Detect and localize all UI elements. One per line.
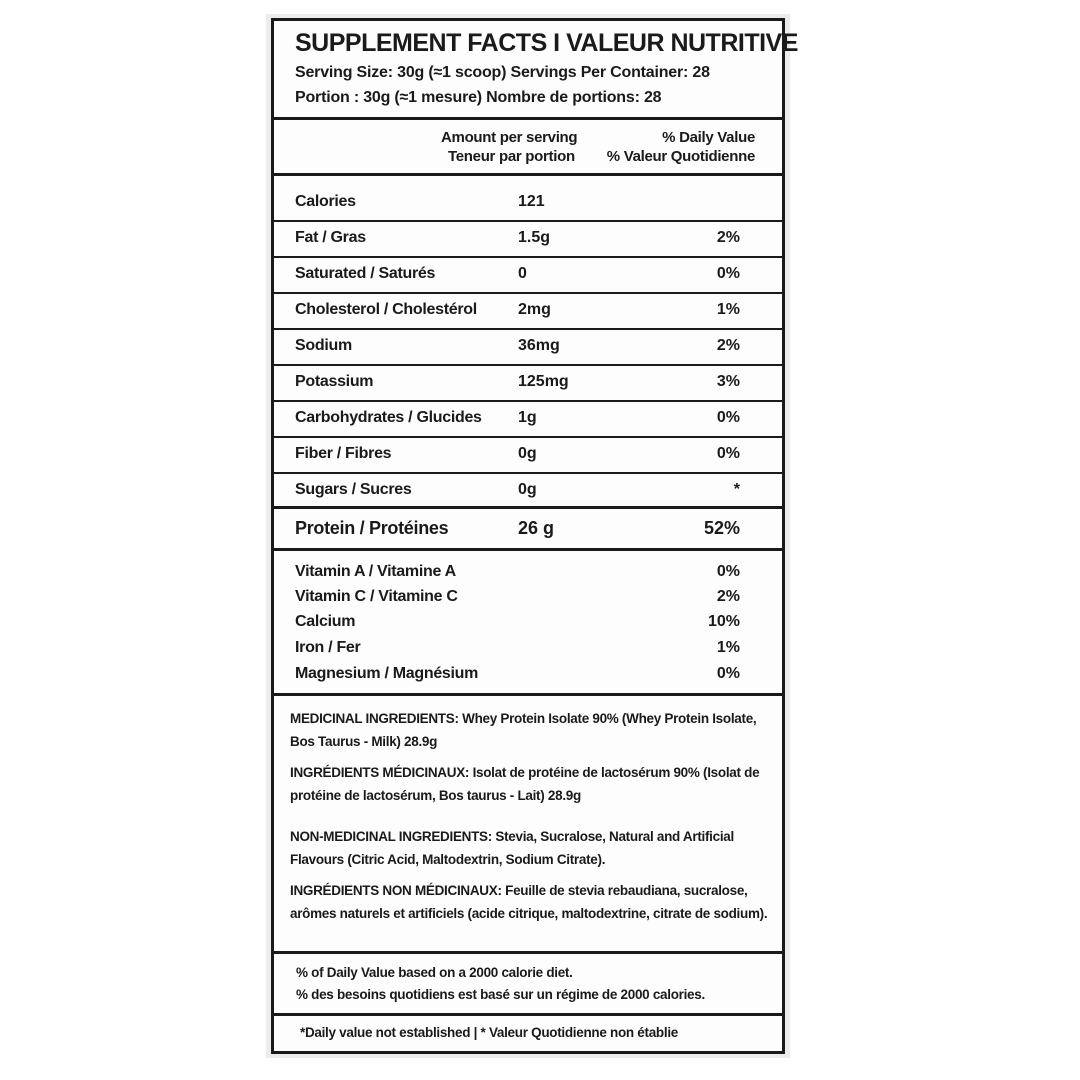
ingredients-label: MEDICINAL INGREDIENTS: [290, 711, 459, 726]
nutrient-name: Cholesterol / Cholestérol [295, 301, 477, 318]
table-row [274, 292, 782, 328]
nutrient-amount: 1.5g [518, 229, 551, 246]
table-row [274, 436, 782, 472]
table-row [274, 472, 782, 508]
nutrient-amount: 0 [518, 265, 527, 282]
nutrient-table [274, 184, 782, 508]
divider [274, 173, 782, 176]
table-row [274, 220, 782, 256]
ingredients-text: Isolat de protéine de lactosérum 90% (Isolat de protéine de lactosérum, Bos taurus - Lait) 28.9g [290, 765, 760, 803]
vitamin-name: Vitamin A / Vitamine A [295, 563, 456, 580]
list-item [274, 613, 782, 638]
medicinal-ingredients-en [290, 707, 770, 753]
non-medicinal-ingredients-fr [290, 879, 770, 925]
vitamin-dv: 10% [707, 613, 740, 630]
vitamin-dv: 2% [716, 588, 740, 605]
divider [274, 693, 782, 696]
serving-size-fr: Portion : 30g (≈1 mesure) Nombre de portions: 28 [295, 89, 662, 106]
nutrient-amount: 1g [518, 409, 537, 426]
list-item [274, 665, 782, 690]
divider [274, 951, 782, 954]
ingredients-text: Whey Protein Isolate 90% (Whey Protein Isolate, Bos Taurus - Milk) 28.9g [290, 711, 757, 749]
nutrient-name: Sugars / Sucres [295, 481, 412, 498]
table-row [274, 328, 782, 364]
nutrient-dv: 2% [716, 337, 740, 354]
nutrient-name: Potassium [295, 373, 374, 390]
divider [274, 117, 782, 120]
protein-amount: 26 g [518, 518, 555, 538]
table-row [274, 184, 782, 220]
nutrient-dv: 3% [716, 373, 740, 390]
non-medicinal-ingredients-en [290, 825, 770, 871]
nutrient-dv: * [733, 481, 740, 498]
nutrient-name: Fiber / Fibres [295, 445, 392, 462]
nutrient-amount: 0g [518, 445, 537, 462]
nutrient-amount: 125mg [518, 373, 569, 390]
vitamin-dv: 1% [716, 639, 740, 656]
nutrient-dv: 0% [716, 265, 740, 282]
nutrient-name: Calories [295, 193, 356, 210]
nutrient-name: Carbohydrates / Glucides [295, 409, 482, 426]
nutrient-name: Saturated / Saturés [295, 265, 436, 282]
protein-dv: 52% [703, 518, 740, 538]
footnote-en: % of Daily Value based on a 2000 calorie diet. [296, 965, 573, 980]
nutrient-dv: 1% [716, 301, 740, 318]
vitamin-dv: 0% [716, 665, 740, 682]
list-item [274, 563, 782, 588]
amount-header-fr: Teneur par portion [448, 148, 575, 165]
amount-header-en: Amount per serving [441, 129, 578, 146]
nutrient-name: Fat / Gras [295, 229, 366, 246]
nutrient-dv: 0% [716, 409, 740, 426]
ingredients-label: INGRÉDIENTS NON MÉDICINAUX: [290, 883, 502, 898]
divider [274, 506, 782, 509]
nutrient-dv: 0% [716, 445, 740, 462]
protein-name: Protein / Protéines [295, 518, 449, 538]
nutrient-amount: 0g [518, 481, 537, 498]
divider [274, 1013, 782, 1016]
footnote-fr: % des besoins quotidiens est basé sur un régime de 2000 calories. [296, 987, 705, 1002]
vitamin-name: Calcium [295, 613, 356, 630]
medicinal-ingredients-fr [290, 761, 770, 807]
vitamin-name: Iron / Fer [295, 639, 361, 656]
ingredients-label: INGRÉDIENTS MÉDICINAUX: [290, 765, 470, 780]
table-row [274, 400, 782, 436]
vitamin-name: Magnesium / Magnésium [295, 665, 479, 682]
vitamin-dv: 0% [716, 563, 740, 580]
supplement-facts-label [271, 18, 798, 1054]
nutrient-amount: 36mg [518, 337, 560, 354]
nutrient-dv: 2% [716, 229, 740, 246]
serving-size-en: Serving Size: 30g (≈1 scoop) Servings Per Container: 28 [295, 64, 710, 81]
daily-value-note: *Daily value not established | * Valeur Quotidienne non établie [300, 1025, 678, 1040]
divider [274, 548, 782, 551]
nutrient-amount: 121 [518, 193, 545, 210]
protein-row [274, 511, 782, 547]
page-title: SUPPLEMENT FACTS I VALEUR NUTRITIVE [295, 29, 798, 57]
vitamin-name: Vitamin C / Vitamine C [295, 588, 458, 605]
ingredients-text: Feuille de stevia rebaudiana, sucralose, arômes naturels et artificiels (acide citrique, maltodextrine, citrate de sodium). [290, 883, 768, 921]
dv-header-en: % Daily Value [662, 129, 755, 146]
table-row [274, 364, 782, 400]
nutrient-name: Sodium [295, 337, 352, 354]
ingredients-label: NON-MEDICINAL INGREDIENTS: [290, 829, 492, 844]
list-item [274, 588, 782, 613]
list-item [274, 639, 782, 664]
nutrient-amount: 2mg [518, 301, 551, 318]
table-row [274, 256, 782, 292]
ingredients-text: Stevia, Sucralose, Natural and Artificial Flavours (Citric Acid, Maltodextrin, Sodium Citrate). [290, 829, 734, 867]
dv-header-fr: % Valeur Quotidienne [606, 148, 755, 165]
